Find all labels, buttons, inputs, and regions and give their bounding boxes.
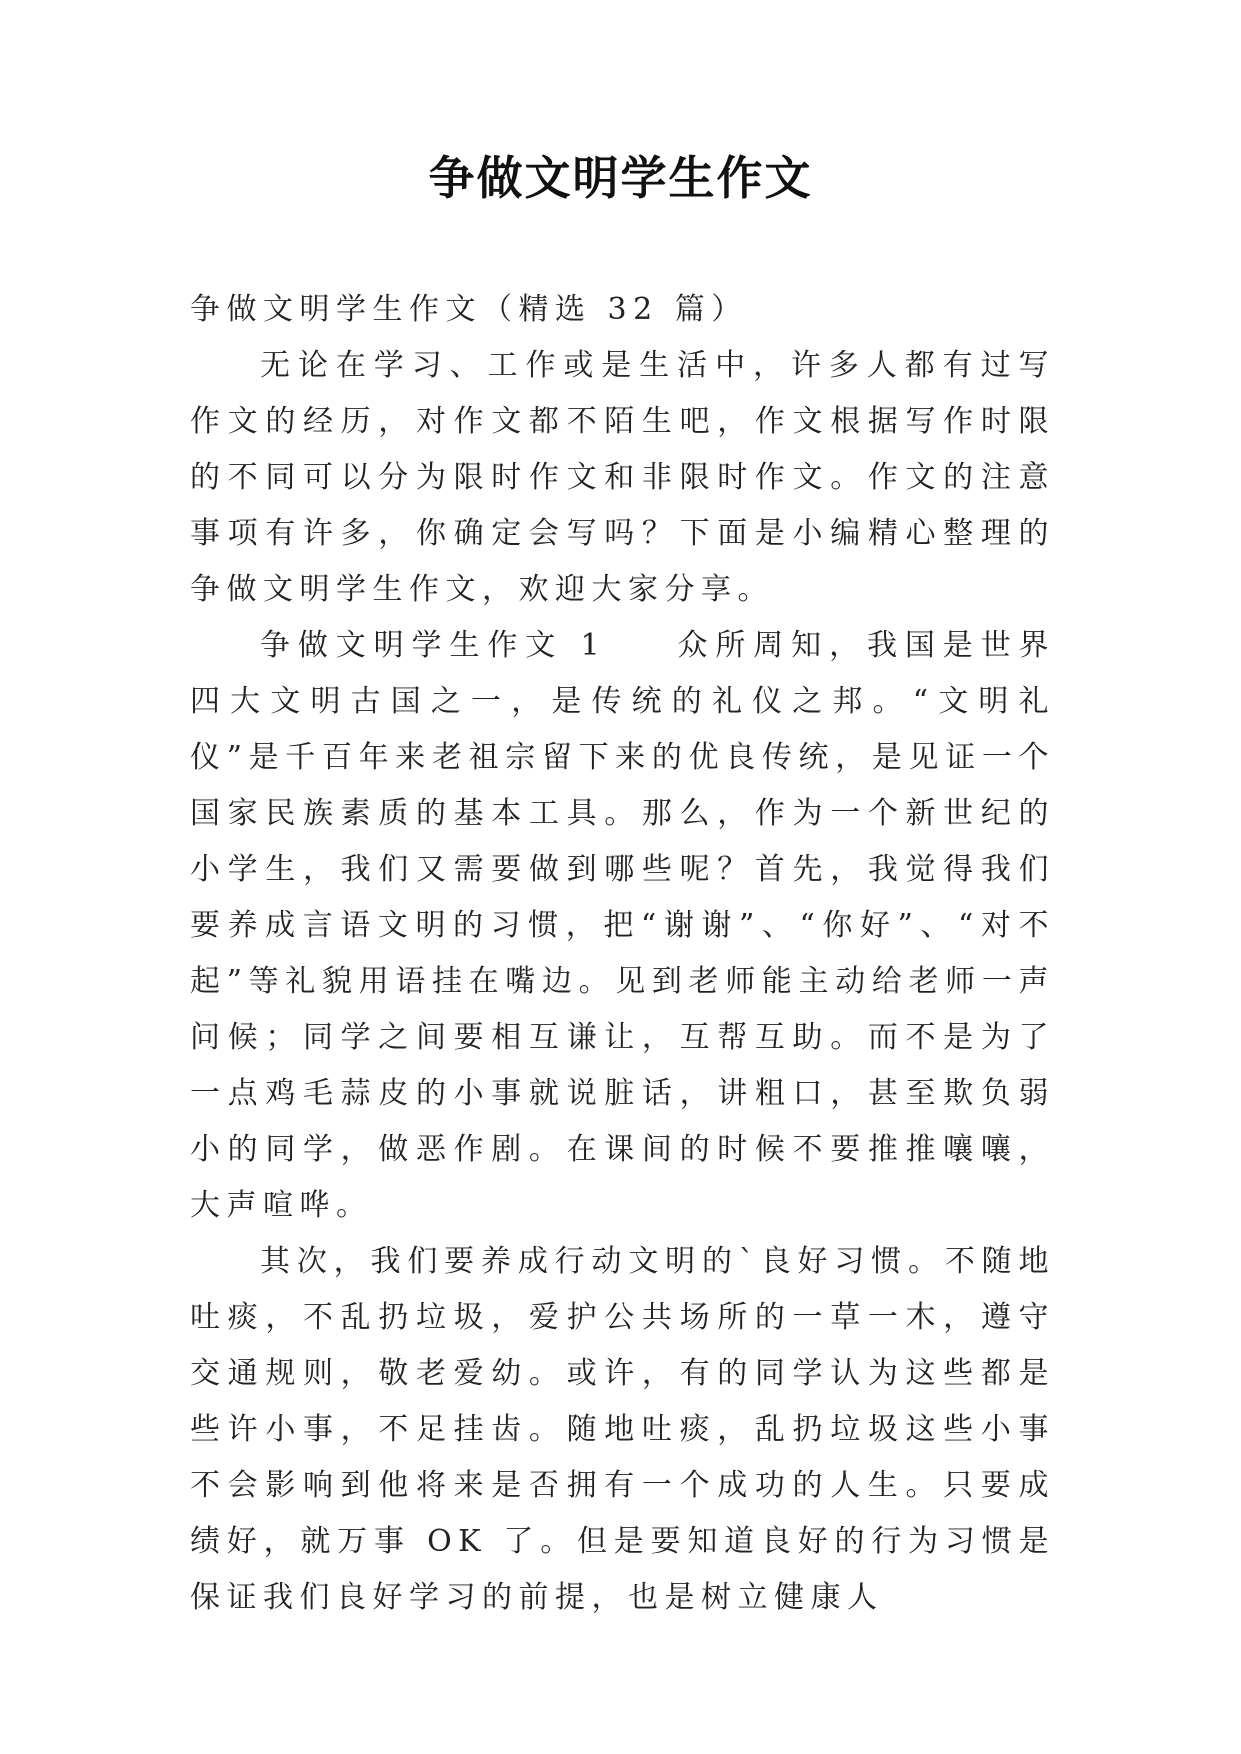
- document-body: [190, 282, 1055, 1626]
- essay-1-paragraph-1-text: 众所周知，我国是世界四大文明古国之一，是传统的礼仪之邦。“文明礼仪”是千百年来老祖宗留下来的优良传统，是见证一个国家民族素质的基本工具。那么，作为一个新世纪的小学生，我们又需要做到哪些呢？首先，我觉得我们要养成言语文明的习惯，把“谢谢”、“你好”、“对不起”等礼貌用语挂在嘴边。见到老师能主动给老师一声问候；同学之间要相互谦让，互帮互助。而不是为了一点鸡毛蒜皮的小事就说脏话，讲粗口，甚至欺负弱小的同学，做恶作剧。在课间的时候不要推推嚷嚷，大声喧哗。: [190, 628, 1056, 1223]
- document-title: 争做文明学生作文: [428, 151, 813, 205]
- intro-paragraph: 无论在学习、工作或是生活中，许多人都有过写作文的经历，对作文都不陌生吧，作文根据写作时限的不同可以分为限时作文和非限时作文。作文的注意事项有许多，你确定会写吗？下面是小编精心整理的争做文明学生作文，欢迎大家分享。: [190, 348, 1055, 607]
- document-subtitle: 争做文明学生作文（精选 32 篇）: [190, 292, 748, 327]
- essay-1-heading: 争做文明学生作文 1: [260, 628, 607, 663]
- essay-1-paragraph-2: 其次，我们要养成行动文明的`良好习惯。不随地吐痰，不乱扔垃圾，爱护公共场所的一草一木，遵守交通规则，敬老爱幼。或许，有的同学认为这些都是些许小事，不足挂齿。随地吐痰，乱扔垃圾这些小事不会影响到他将来是否拥有一个成功的人生。只要成绩好，就万事 OK 了。但是要知道良好的行为习惯是保证我们良好学习的前提，也是树立健康人: [190, 1244, 1055, 1615]
- essay-1-paragraph-1: [190, 618, 1055, 1234]
